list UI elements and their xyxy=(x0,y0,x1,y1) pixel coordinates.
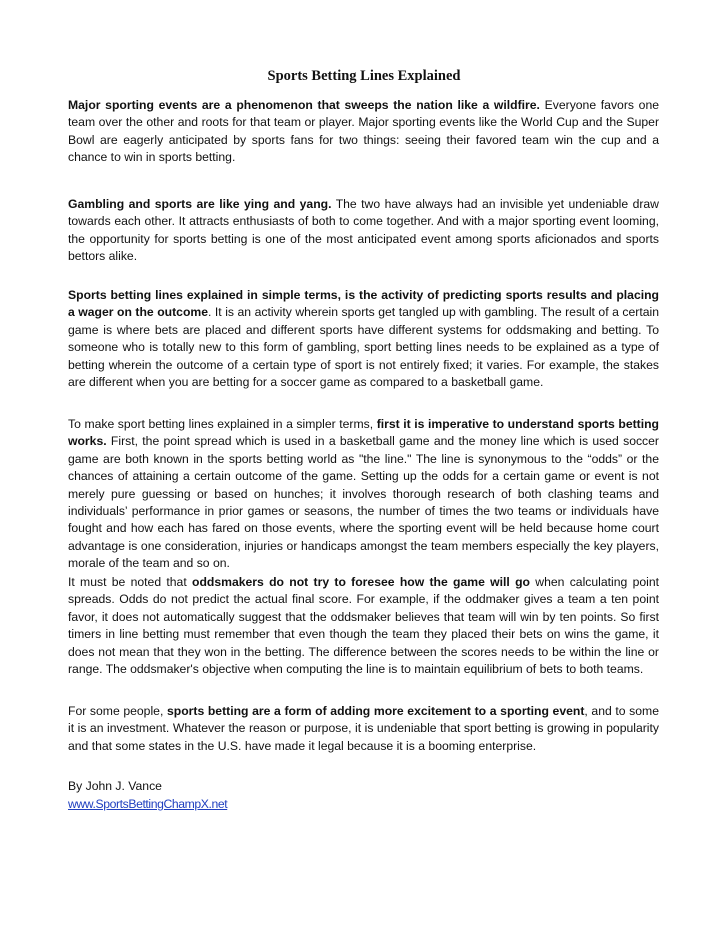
paragraph-1 xyxy=(68,97,659,167)
paragraph-6 xyxy=(68,703,659,755)
author-byline: By John J. Vance xyxy=(68,779,162,793)
paragraph-4-bold: first it is imperative to understand sports betting works. xyxy=(68,417,659,449)
paragraph-5-bold: oddsmakers do not try to foresee how the game will go xyxy=(192,575,530,589)
paragraph-3-bold: Sports betting lines explained in simple terms, is the activity of predicting sports results and placing a wager on the outcome xyxy=(68,288,659,320)
paragraph-4-post: First, the point spread which is used in a basketball game and the money line which is used soccer game are both known in the sports betting world as "the line." The line is synonymous to the “odds” or the chances of attaining a certain outcome of the game. Setting up the odds for a certain game or event is not merely pure guessing or based on hunches; it involves thorough research of both clashing teams and individuals’ performance in prior games or seasons, the number of times the two teams or individuals have fought and how each has fared on those events, where the sporting event will be held because home court advantage is one consideration, injuries or handicaps amongst the team members especially the key players, morale of the team and so on. xyxy=(68,434,659,571)
paragraph-4-pre: To make sport betting lines explained in a simpler terms, xyxy=(68,417,377,431)
paragraph-5-pre: It must be noted that xyxy=(68,575,193,589)
paragraph-6-bold: sports betting are a form of adding more excitement to a sporting event xyxy=(166,704,585,718)
paragraph-1-bold: Major sporting events are a phenomenon that sweeps the nation like a wildfire. xyxy=(68,98,540,112)
paragraph-6-pre: For some people, xyxy=(68,704,167,718)
paragraph-5-post: when calculating point spreads. Odds do not predict the actual final score. For example, if the oddmaker gives a team a ten point favor, it does not automatically suggest that the oddsmaker believes that team will win by ten points. So first timers in line betting must remember that even though the team they placed their bets on wins the game, it does not mean that they won in the betting. The difference between the scores needs to be within the line or range. The oddsmaker's objective when computing the line is to maintain equilibrium of bets to both teams. xyxy=(68,575,659,677)
paragraph-6-post: , and to some it is an investment. Whatever the reason or purpose, it is undeniable that sport betting is growing in popularity and that some states in the U.S. have made it legal because it is a booming enterprise. xyxy=(68,704,659,753)
paragraph-1-post: Everyone favors one team over the other and roots for that team or player. Major sporting events like the World Cup and the Super Bowl are eagerly anticipated by sports fans for two things: seeing their favored team win the cup and a chance to win in sports betting. xyxy=(68,98,659,165)
paragraph-3-post: . It is an activity wherein sports get tangled up with gambling. The result of a certain game is where bets are placed and different sports have different systems for oddsmaking and betting. To someone who is totally new to this form of gambling, sport betting lines needs to be explained as a type of betting wherein the outcome of a certain type of sport is not entirely fixed; it varies. For example, the stakes are different when you are betting for a soccer game as compared to a basketball game. xyxy=(68,305,659,390)
paragraph-2-bold: Gambling and sports are like ying and yang. xyxy=(68,197,332,211)
paragraph-3 xyxy=(68,287,659,391)
paragraph-2-post: The two have always had an invisible yet undeniable draw towards each other. It attracts enthusiasts of both to come together. And with a major sporting event looming, the opportunity for sports betting is one of the most anticipated event among sports aficionados and sports bettors alike. xyxy=(68,197,659,264)
paragraph-4 xyxy=(68,416,659,573)
paragraph-2 xyxy=(68,196,659,266)
paragraph-5 xyxy=(68,574,659,678)
page-title: Sports Betting Lines Explained xyxy=(267,68,461,84)
website-link[interactable]: www.SportsBettingChampX.net xyxy=(68,797,228,811)
